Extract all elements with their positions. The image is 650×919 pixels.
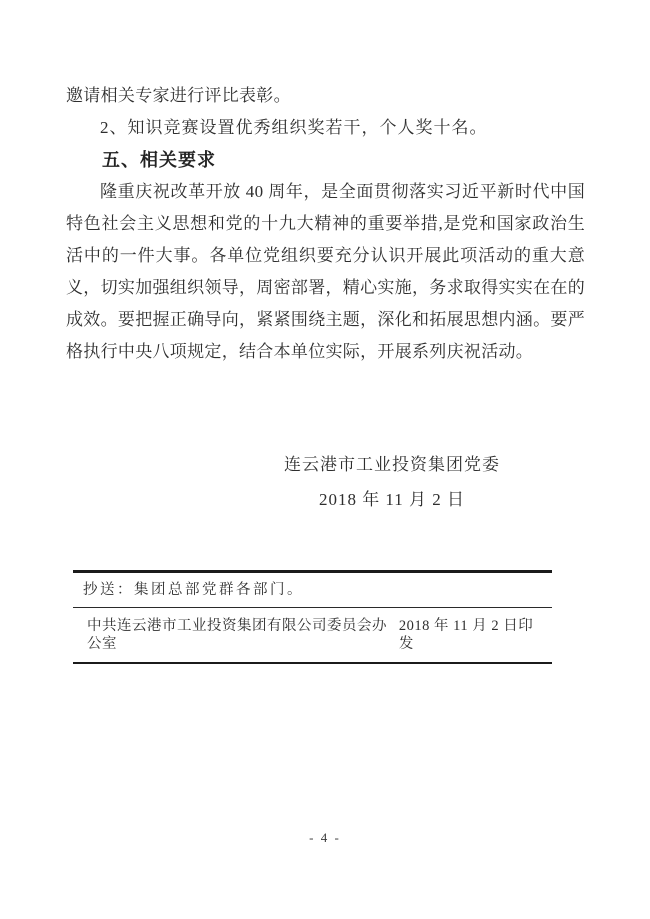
- signature-block: [134, 447, 650, 517]
- page-number: - 4 -: [309, 830, 341, 845]
- paragraph-line: 格执行中央八项规定，结合本单位实际，开展系列庆祝活动。: [66, 342, 534, 361]
- issuing-office: 中共连云港市工业投资集团有限公司委员会办公室: [87, 617, 387, 652]
- print-date: 2018 年 11 月 2 日印发: [398, 617, 534, 652]
- award-line: 2、知识竞赛设置优秀组织奖若干，个人奖十名。: [100, 118, 488, 137]
- document-body: [66, 80, 585, 368]
- document-footer-box: [73, 570, 552, 664]
- paragraph-line: 特色社会主义思想和党的十九大精神的重要举措,是党和国家政治生: [66, 214, 585, 233]
- divider-line-bottom: [73, 662, 552, 665]
- signature-organization: 连云港市工业投资集团党委: [284, 455, 500, 474]
- paragraph-line: 隆重庆祝改革开放 40 周年，是全面贯彻落实习近平新时代中国: [100, 182, 585, 201]
- paragraph-line: 义，切实加强组织领导，周密部署，精心实施，务求取得实实在在的: [66, 278, 585, 297]
- paragraph-line: 活中的一件大事。各单位党组织要充分认识开展此项活动的重大意: [66, 246, 585, 265]
- issuer-row: [73, 608, 552, 662]
- cc-line: 抄送：集团总部党群各部门。: [83, 581, 304, 598]
- signature-date: 2018 年 11 月 2 日: [318, 490, 466, 509]
- paragraph-line: 成效。要把握正确导向，紧紧围绕主题，深化和拓展思想内涵。要严: [66, 310, 585, 329]
- requirements-paragraph: [66, 176, 585, 368]
- closing-line: 邀请相关专家进行评比表彰。: [66, 86, 291, 105]
- section-heading: 五、相关要求: [102, 150, 216, 170]
